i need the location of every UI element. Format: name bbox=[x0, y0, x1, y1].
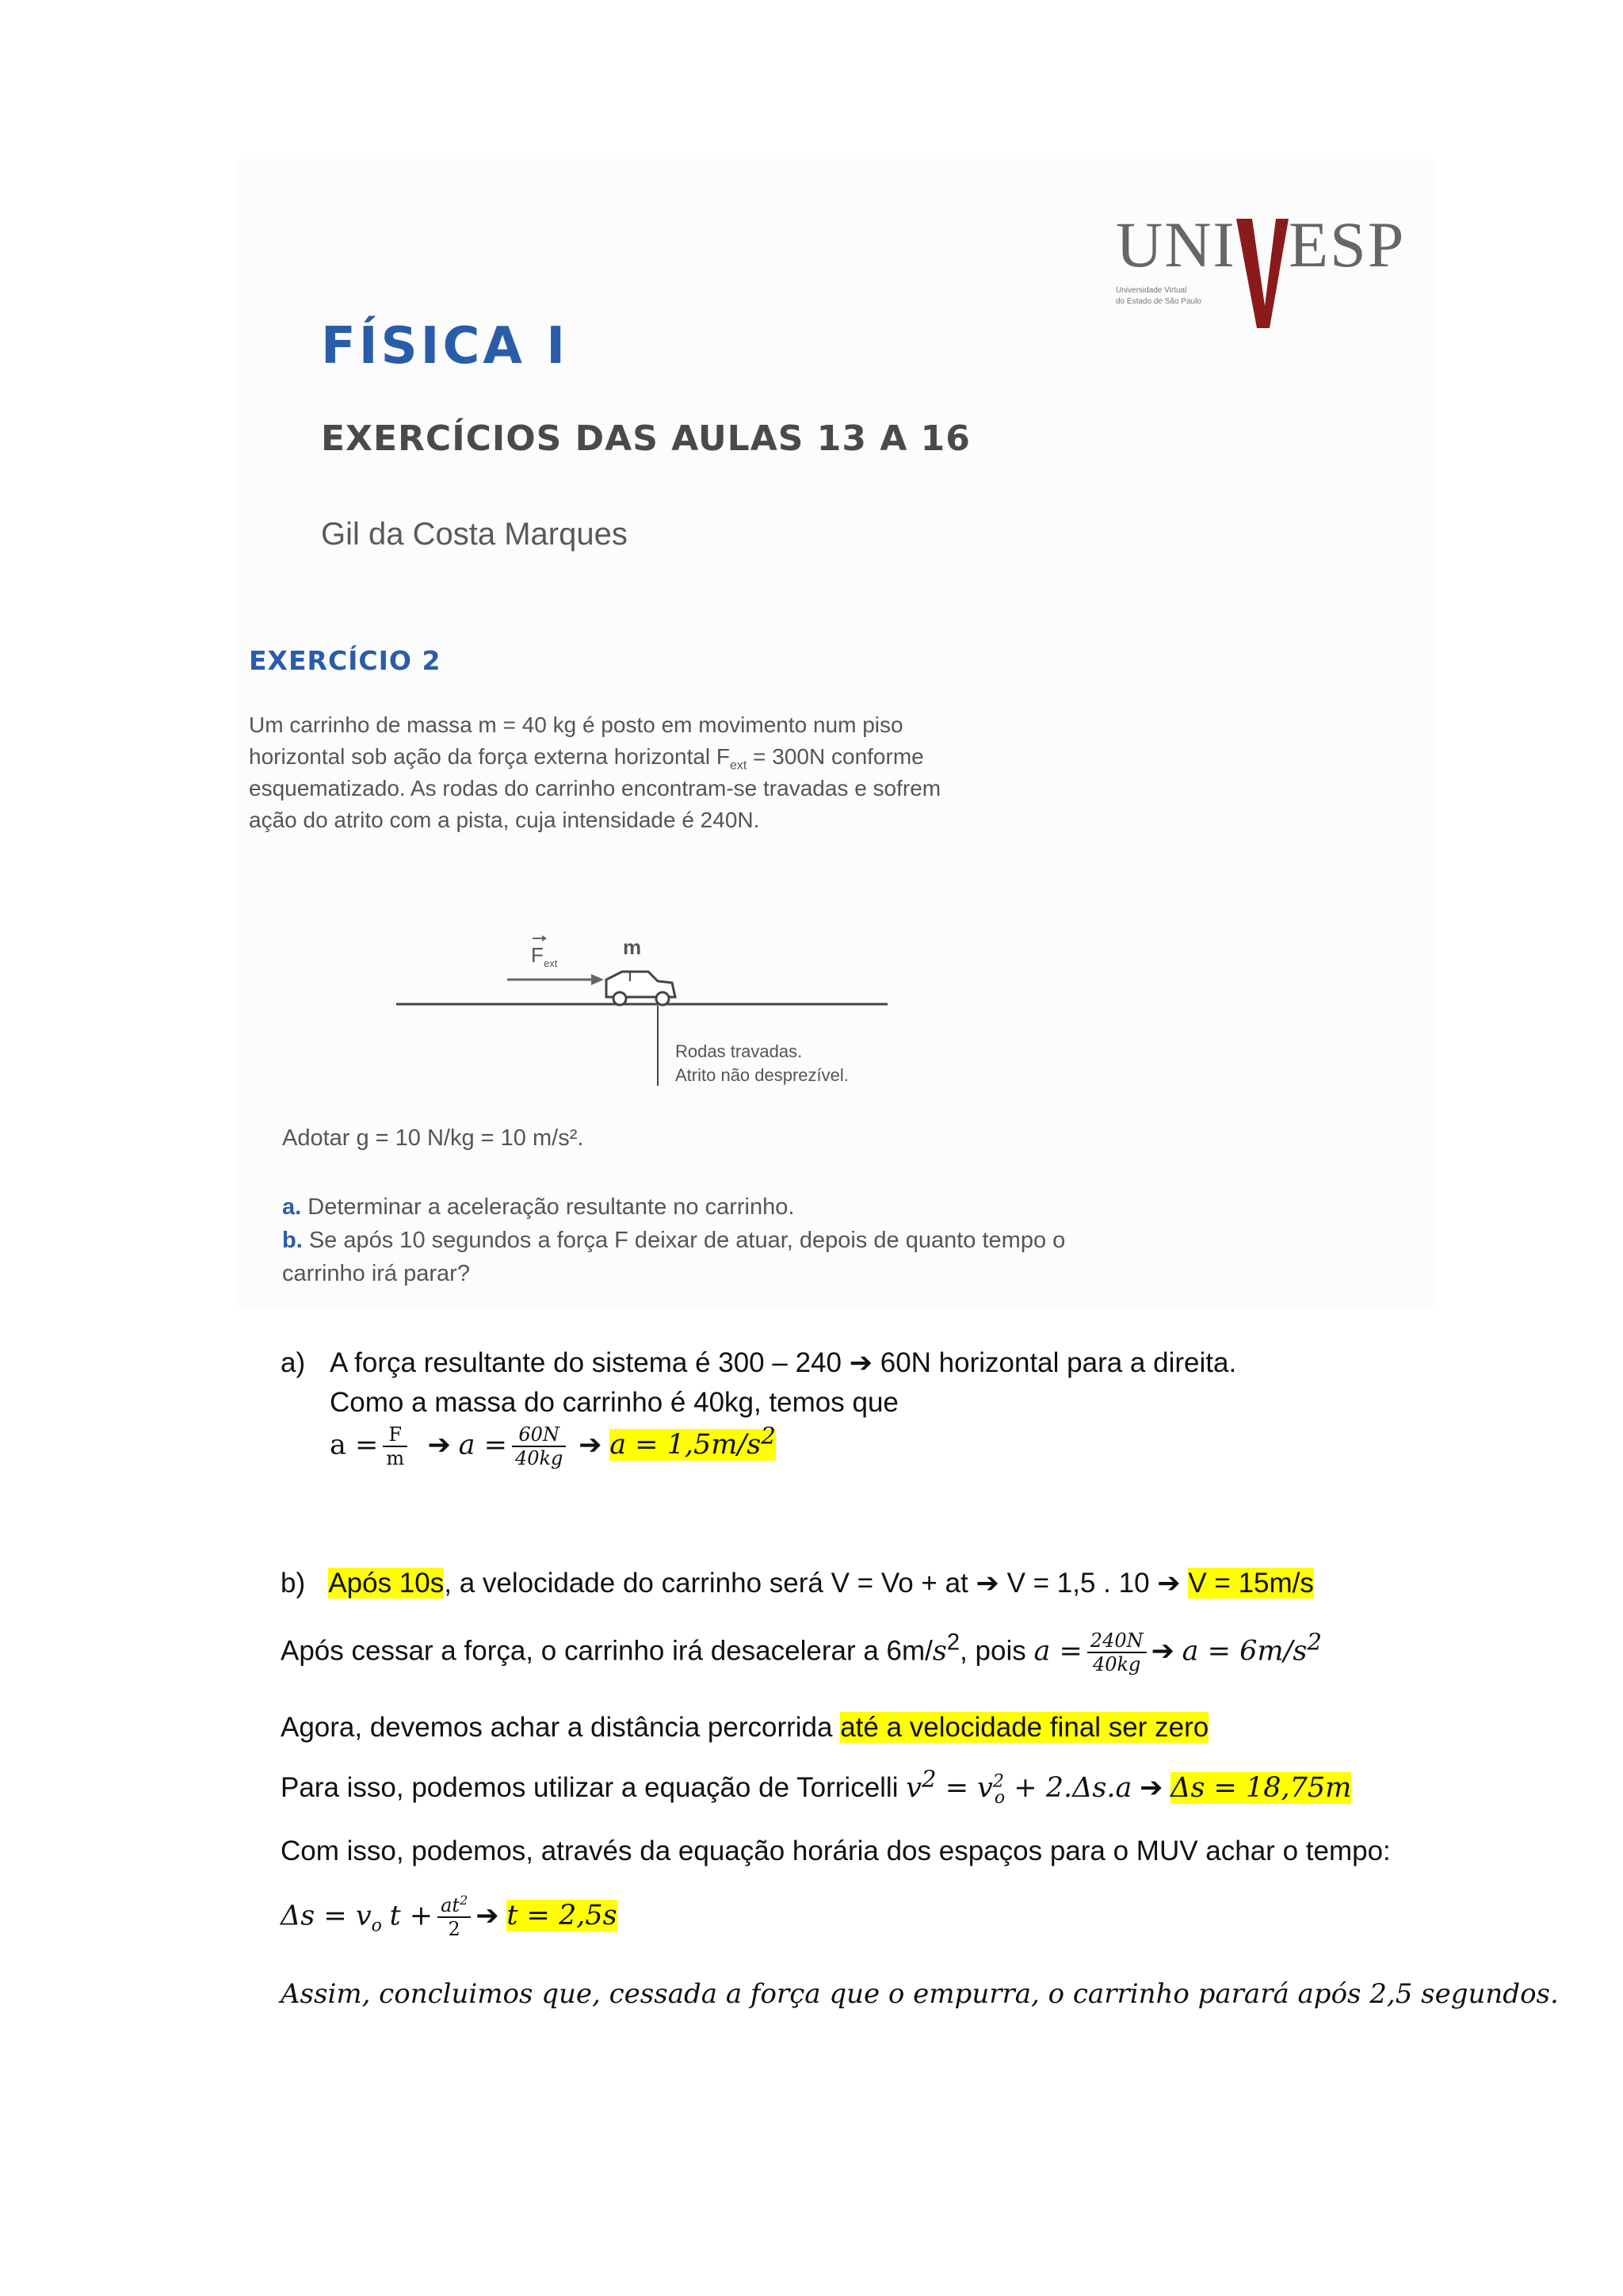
arrow-icon: ➔ bbox=[427, 1429, 451, 1461]
conclusion: Assim, concluimos que, cessada a força que o empurra, o carrinho parará após 2,5 segundos. bbox=[281, 1978, 1559, 2010]
force-label: F bbox=[531, 943, 544, 967]
arrow-icon: ➔ bbox=[1151, 1635, 1174, 1667]
cart-wheel-front bbox=[613, 992, 626, 1005]
highlight-velocity: V = 15m/s bbox=[1188, 1568, 1314, 1599]
arrow-icon: ➔ bbox=[475, 1900, 499, 1931]
arrow-icon: ➔ bbox=[1157, 1568, 1181, 1599]
exercise-label: EXERCÍCIO 2 bbox=[249, 645, 441, 676]
solution-b-line3: Agora, devemos achar a distância percorrida até a velocidade final ser zero bbox=[281, 1712, 1209, 1743]
solution-a-line2: Como a massa do carrinho é 40kg, temos que bbox=[330, 1387, 899, 1418]
question-a: a. Determinar a aceleração resultante no carrinho. bbox=[282, 1194, 795, 1220]
exercise-statement: Um carrinho de massa m = 40 kg é posto em movimento num piso horizontal sob ação da força externa horizontal $F_{ext} = 300N$ conforme esquematizado. As rodas do carrinho encontram-se travadas e sofrem ação do atrito com a pista, cuja intensidade é 240N. bbox=[249, 712, 941, 832]
mass-label: m bbox=[623, 935, 642, 959]
fraction-60n-over-40kg: $\frac{60N}{40kg}$ bbox=[512, 1423, 566, 1469]
highlight-after-10s: Após 10s bbox=[328, 1568, 445, 1599]
fraction-at2-over-2: $\frac{at^2}{2}$ bbox=[437, 1894, 471, 1940]
cart-diagram bbox=[396, 927, 903, 1102]
solution-a-marker: a) bbox=[281, 1347, 306, 1378]
arrow-icon: ➔ bbox=[1140, 1772, 1163, 1804]
solution-a-line1: A força resultante do sistema é 300 – 240 ➔ 60N horizontal para a direita. bbox=[330, 1347, 1237, 1379]
solution-b-line5: Com isso, podemos, através da equação horária dos espaços para o MUV achar o tempo: bbox=[281, 1836, 1391, 1866]
arrow-icon: ➔ bbox=[849, 1347, 873, 1379]
univesp-logo bbox=[1116, 208, 1406, 331]
logo-text-left: UNI bbox=[1116, 208, 1236, 281]
author-name: Gil da Costa Marques bbox=[321, 517, 628, 552]
arrow-icon: ➔ bbox=[579, 1429, 602, 1461]
cart-wheel-rear bbox=[656, 992, 669, 1005]
fraction-f-over-m: $\frac{F}{m}$ bbox=[383, 1423, 407, 1469]
question-list bbox=[282, 1190, 1075, 1290]
note-friction: Atrito não desprezível. bbox=[675, 1065, 849, 1085]
force-arrow-head bbox=[591, 974, 604, 985]
solution-b-line6: $\Delta s = v_o$ t + $\frac{at^2}{2}$ ➔ t = 2,5s bbox=[281, 1893, 617, 1940]
logo-text-right: ESP bbox=[1289, 208, 1406, 281]
gravity-note: Adotar g = 10 N/kg = 10 m/s². bbox=[282, 1125, 584, 1151]
solution-b-line4: Para isso, podemos utilizar a equação de Torricelli $v^2 = v^2_o + 2.\Delta s.a$ ➔ Δs = 18,75m bbox=[281, 1765, 1352, 1808]
solution-a-equation: a = $\frac{F}{m}$ ➔ a = $\frac{60N}{40kg}$ ➔ $a = 1,5m/s^2$ bbox=[330, 1422, 776, 1469]
logo-v-mark bbox=[1235, 219, 1290, 330]
highlight-distance: Δs = 18,75m bbox=[1170, 1772, 1352, 1804]
highlight-final-velocity: até a velocidade final ser zero bbox=[840, 1712, 1209, 1743]
highlight-time: t = 2,5s bbox=[506, 1900, 617, 1932]
fraction-240n-over-40kg: $\frac{240N}{40kg}$ bbox=[1087, 1629, 1147, 1675]
force-sub-label: ext bbox=[544, 957, 558, 969]
solution-b-line1: b) Após 10s, a velocidade do carrinho será V = Vo + at ➔ V = 1,5 . 10 ➔ V = 15m/s bbox=[281, 1568, 1314, 1599]
solution-b-line2: Após cessar a força, o carrinho irá desacelerar a $6m/s^2$, pois a = $\frac{240N}{40kg}$ ➔ $a = 6m/s^2$ bbox=[281, 1628, 1322, 1675]
logo-subtitle: Universidade Virtual do Estado de São Paulo bbox=[1116, 286, 1201, 306]
note-wheels-locked: Rodas travadas. bbox=[675, 1041, 803, 1061]
result-acceleration-highlight: $a = 1,5m/s^2$ bbox=[609, 1422, 776, 1461]
question-b: b. Se após 10 segundos a força F deixar de atuar, depois de quanto tempo o carrinho irá parar? bbox=[282, 1228, 1066, 1286]
course-title: FÍSICA I bbox=[321, 317, 569, 376]
exercise-set-title: EXERCÍCIOS DAS AULAS 13 A 16 bbox=[321, 418, 971, 459]
arrow-icon: ➔ bbox=[976, 1568, 999, 1599]
